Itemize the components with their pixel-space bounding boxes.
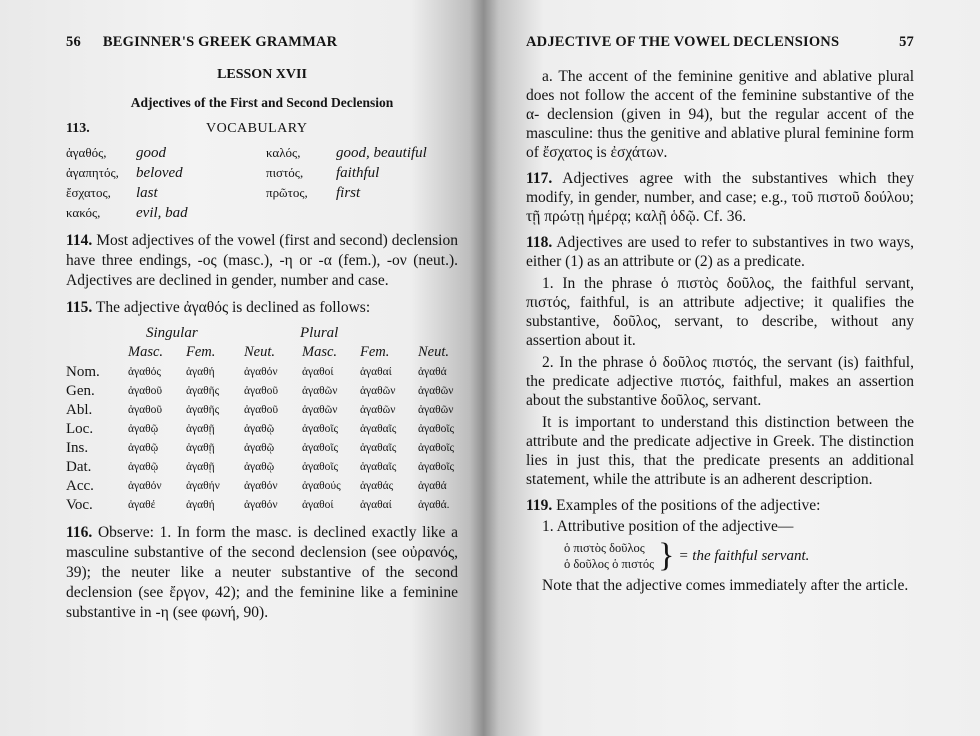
table-cell: ἀγαθῶν	[418, 385, 454, 397]
note-a: a. The accent of the feminine genitive and ablative plural does not follow the accent of the feminine substantive of the α- declension (given in 94), but the regular accent of the masculine: thus the genitive and ablative plural feminine form of ἔσχατος is ἐσχάτων.	[526, 68, 914, 161]
paragraph-116	[66, 523, 458, 623]
table-cell: ἀγαθῶν	[360, 385, 396, 397]
table-row	[66, 477, 458, 496]
table-cell: ἀγαθός	[128, 366, 161, 378]
table-cell: ἀγαθῷ	[244, 442, 275, 454]
vocab-greek: ἀγαθός,	[66, 145, 107, 160]
paragraph-119	[526, 496, 914, 515]
brace-symbol: }	[658, 537, 675, 574]
paragraph-119-1: 1. Attributive position of the adjective—	[542, 518, 794, 535]
table-cell: ἀγαθοῦ	[128, 385, 163, 397]
vocab-greek: πρῶτος,	[266, 185, 308, 200]
section-number: 115.	[66, 299, 93, 316]
table-row	[66, 458, 458, 477]
paragraph-118-3: It is important to understand this distinction between the attribute and the predicate adjective in Greek. The distinction lies in just this, that the predicate presents an additional statement, while the attribute is an adherent description.	[526, 414, 914, 488]
vocab-english: beloved	[136, 165, 183, 181]
table-row	[66, 439, 458, 458]
table-cell: ἀγαθοῖς	[302, 423, 339, 435]
column-header: Fem.	[186, 344, 216, 360]
table-row	[66, 496, 458, 515]
paragraph-117	[526, 169, 914, 226]
column-header: Neut.	[418, 344, 450, 360]
table-cell: ἀγαθοῖς	[302, 442, 339, 454]
running-title: BEGINNER'S GREEK GRAMMAR	[102, 34, 338, 50]
right-page	[484, 0, 980, 736]
number-headings	[146, 325, 458, 342]
table-cell: ἀγαθῶν	[418, 404, 454, 416]
vocab-english: evil, bad	[136, 205, 188, 221]
section-number: 119.	[526, 497, 553, 514]
lesson-subtitle: Adjectives of the First and Second Declension	[130, 95, 394, 110]
vocabulary-title: VOCABULARY	[206, 121, 308, 136]
table-cell: ἀγαθόν	[244, 480, 278, 492]
vocab-english: good, beautiful	[336, 145, 427, 161]
paragraph-118-1: 1. In the phrase ὁ πιστὸς δοῦλος, the faithful servant, πιστός, faithful, is an attribute adjective; it qualifies the substantive, δοῦλος, servant, to describe, without any assertion about it.	[526, 275, 914, 349]
vocab-greek: κακός,	[66, 205, 101, 220]
example-line: ὁ δοῦλος ὁ πιστός	[564, 557, 655, 571]
page-number: 57	[899, 34, 914, 50]
table-cell: ἀγαθῆς	[186, 385, 220, 397]
table-cell: ἀγαθαῖς	[360, 461, 397, 473]
table-cell: ἀγαθά	[418, 480, 447, 492]
section-number: 114.	[66, 232, 93, 249]
example-phrases	[564, 537, 914, 574]
table-cell: ἀγαθῆς	[186, 404, 220, 416]
vocab-english: good	[136, 145, 166, 161]
table-cell: ἀγαθαί	[360, 499, 392, 511]
lesson-heading: LESSON XVII	[217, 67, 307, 82]
table-cell: ἀγαθή	[186, 366, 215, 378]
section-number: 116.	[66, 524, 93, 541]
plural-heading: Plural	[300, 325, 339, 341]
paragraph-114	[66, 231, 458, 291]
case-label: Loc.	[66, 421, 94, 437]
paragraph-115	[66, 298, 458, 318]
case-label: Acc.	[66, 478, 94, 494]
table-cell: ἀγαθή	[186, 499, 215, 511]
section-number: 118.	[526, 234, 553, 251]
column-header: Neut.	[244, 344, 276, 360]
table-cell: ἀγαθῶν	[302, 385, 338, 397]
paragraph-118-2: 2. In the phrase ὁ δοῦλος πιστός, the servant (is) faithful, the predicate adjective πιστός, faithful, makes an assertion about the substantive δοῦλος, servant.	[526, 354, 914, 409]
vocab-english: first	[336, 185, 361, 201]
vocab-english: faithful	[336, 165, 380, 181]
table-cell: ἀγαθά	[418, 366, 447, 378]
table-cell: ἀγαθόν	[128, 480, 162, 492]
vocabulary-heading	[66, 121, 458, 137]
left-page	[0, 0, 484, 736]
table-row	[66, 382, 458, 401]
table-cell: ἀγαθοῖς	[418, 423, 455, 435]
paragraph-text: Observe: 1. In form the masc. is declined exactly like a masculine substantive of the second declension (see οὐρανός, 39); the neuter like a neuter substantive of the second declension (see ἔργον, 42); and the feminine like a feminine substantive in -η (see φωνή, 90).	[66, 524, 458, 621]
table-cell: ἀγαθῷ	[128, 461, 159, 473]
table-cell: ἀγαθῷ	[128, 442, 159, 454]
table-row	[66, 401, 458, 420]
table-cell: ἀγαθοῦ	[244, 385, 279, 397]
column-header: Masc.	[302, 344, 338, 360]
table-cell: ἀγαθῷ	[244, 461, 275, 473]
table-row	[66, 420, 458, 439]
running-head	[526, 34, 914, 51]
table-cell: ἀγαθῶν	[360, 404, 396, 416]
table-cell: ἀγαθάς	[360, 480, 394, 492]
table-cell: ἀγαθόν	[244, 499, 278, 511]
case-label: Abl.	[66, 402, 93, 418]
table-cell: ἀγαθῶν	[302, 404, 338, 416]
running-title: ADJECTIVE OF THE VOWEL DECLENSIONS	[526, 34, 840, 50]
table-cell: ἀγαθῇ	[186, 423, 215, 435]
case-label: Nom.	[66, 364, 100, 380]
table-cell: ἀγαθήν	[186, 480, 220, 492]
gender-headings	[66, 344, 458, 361]
vocab-english: last	[136, 185, 158, 201]
vocab-greek: πιστός,	[266, 165, 304, 180]
note-paragraph: Note that the adjective comes immediately after the article.	[542, 577, 909, 594]
example-gloss: = the faithful servant.	[678, 547, 810, 564]
table-cell: ἀγαθοῖς	[418, 442, 455, 454]
case-label: Dat.	[66, 459, 92, 475]
declension-table	[66, 325, 458, 515]
paragraph-text: Adjectives agree with the substantives which they modify, in gender, number, and case; e.g., τοῦ πιστοῦ δούλου; τῇ πρώτῃ ἡμέρᾳ; καλῇ ὁδῷ. Cf. 36.	[526, 170, 914, 225]
table-cell: ἀγαθῇ	[186, 442, 215, 454]
case-label: Voc.	[66, 497, 93, 513]
paragraph-text: Examples of the positions of the adjective:	[556, 497, 821, 514]
table-body	[66, 363, 458, 515]
vocab-greek: ἔσχατος,	[66, 185, 111, 200]
case-label: Gen.	[66, 383, 95, 399]
table-cell: ἀγαθοῦ	[128, 404, 163, 416]
table-cell: ἀγαθοί	[302, 499, 334, 511]
example-greek	[564, 540, 654, 572]
table-cell: ἀγαθέ	[128, 499, 156, 511]
paragraph-text: Adjectives are used to refer to substantives in two ways, either (1) as an attribute or (2) as a predicate.	[526, 234, 914, 270]
vocab-greek: ἀγαπητός,	[66, 165, 119, 180]
table-cell: ἀγαθοῦ	[244, 404, 279, 416]
paragraph-text: Most adjectives of the vowel (first and second) declension have three endings, -ος (masc.), -η or -α (fem.), -ον (neut.). Adjectives are declined in gender, number and case.	[66, 232, 458, 289]
table-cell: ἀγαθῷ	[128, 423, 159, 435]
table-cell: ἀγαθοῖς	[418, 461, 455, 473]
case-label: Ins.	[66, 440, 89, 456]
paragraph-text: The adjective ἀγαθός is declined as follows:	[95, 299, 371, 316]
table-cell: ἀγαθοῖς	[302, 461, 339, 473]
column-header: Fem.	[360, 344, 390, 360]
table-row	[66, 363, 458, 382]
table-cell: ἀγαθαῖς	[360, 442, 397, 454]
vocabulary-list	[66, 143, 458, 223]
table-cell: ἀγαθά.	[418, 499, 450, 511]
page-number: 56	[66, 34, 81, 50]
table-cell: ἀγαθῇ	[186, 461, 215, 473]
table-cell: ἀγαθῷ	[244, 423, 275, 435]
running-head	[66, 34, 458, 51]
paragraph-118	[526, 233, 914, 271]
singular-heading: Singular	[146, 325, 198, 341]
section-number: 117.	[526, 170, 553, 187]
table-cell: ἀγαθούς	[302, 480, 341, 492]
table-cell: ἀγαθαί	[360, 366, 392, 378]
table-cell: ἀγαθαῖς	[360, 423, 397, 435]
section-number: 113.	[66, 121, 90, 136]
column-header: Masc.	[128, 344, 164, 360]
example-line: ὁ πιστὸς δοῦλος	[564, 541, 645, 555]
table-cell: ἀγαθοί	[302, 366, 334, 378]
vocab-greek: καλός,	[266, 145, 301, 160]
table-cell: ἀγαθόν	[244, 366, 278, 378]
